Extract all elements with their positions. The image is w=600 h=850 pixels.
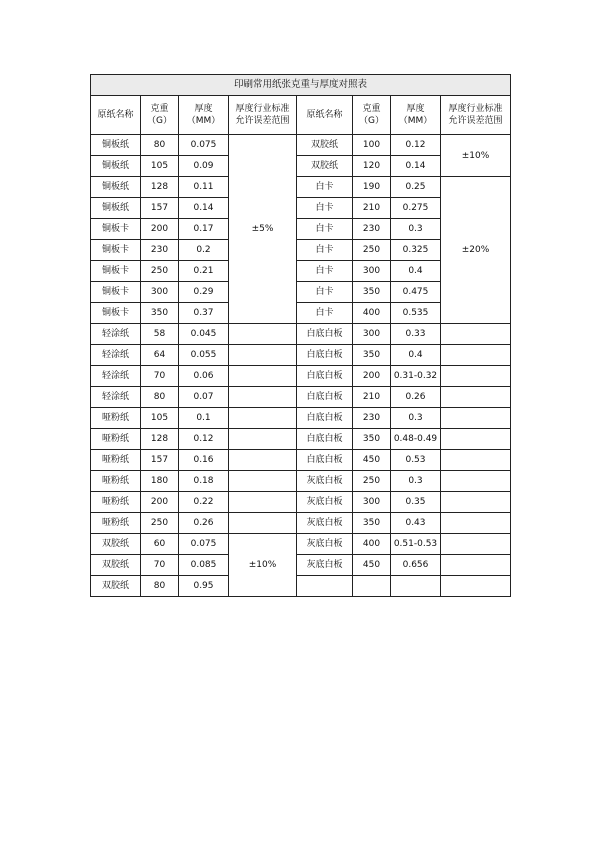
- table-row: [91, 345, 511, 366]
- right-paper-name: 白底白板: [297, 387, 353, 408]
- left-paper-name: 铜板纸: [91, 135, 141, 156]
- left-paper-name: 轻涂纸: [91, 324, 141, 345]
- left-tolerance-empty: [229, 387, 297, 408]
- left-paper-name: 双胶纸: [91, 534, 141, 555]
- right-paper-name: [297, 576, 353, 597]
- right-thickness: 0.35: [391, 492, 441, 513]
- right-thickness: 0.48-0.49: [391, 429, 441, 450]
- left-weight: 230: [141, 240, 179, 261]
- left-thickness: 0.37: [179, 303, 229, 324]
- left-thickness: 0.075: [179, 135, 229, 156]
- right-weight: 400: [353, 534, 391, 555]
- right-tolerance-empty: [441, 450, 511, 471]
- right-tolerance-empty: [441, 576, 511, 597]
- left-weight: 80: [141, 387, 179, 408]
- right-paper-name: 白底白板: [297, 366, 353, 387]
- left-thickness: 0.21: [179, 261, 229, 282]
- left-weight: 250: [141, 513, 179, 534]
- right-paper-name: 白底白板: [297, 345, 353, 366]
- left-weight: 58: [141, 324, 179, 345]
- left-weight: 250: [141, 261, 179, 282]
- right-paper-name: 白底白板: [297, 429, 353, 450]
- left-paper-name: 铜板卡: [91, 240, 141, 261]
- right-thickness: 0.51-0.53: [391, 534, 441, 555]
- left-paper-name: 双胶纸: [91, 555, 141, 576]
- right-paper-name: 白卡: [297, 240, 353, 261]
- right-paper-name: 白底白板: [297, 408, 353, 429]
- right-thickness: 0.4: [391, 345, 441, 366]
- left-weight: 157: [141, 450, 179, 471]
- right-weight: 350: [353, 429, 391, 450]
- left-weight: 60: [141, 534, 179, 555]
- right-weight: 210: [353, 387, 391, 408]
- left-thickness: 0.29: [179, 282, 229, 303]
- left-tolerance-group-2: ±10%: [229, 534, 297, 597]
- right-paper-name: 白底白板: [297, 450, 353, 471]
- right-tolerance-group-2: ±20%: [441, 177, 511, 324]
- left-paper-name: 铜板纸: [91, 156, 141, 177]
- left-weight: 350: [141, 303, 179, 324]
- left-weight: 180: [141, 471, 179, 492]
- right-paper-name: 白卡: [297, 303, 353, 324]
- right-paper-name: 白卡: [297, 219, 353, 240]
- left-tolerance-empty: [229, 408, 297, 429]
- left-weight: 70: [141, 555, 179, 576]
- left-paper-name: 哑粉纸: [91, 471, 141, 492]
- paper-weight-thickness-document: [90, 74, 510, 597]
- left-thickness: 0.95: [179, 576, 229, 597]
- left-weight: 128: [141, 177, 179, 198]
- right-weight: 250: [353, 471, 391, 492]
- right-tolerance-empty: [441, 324, 511, 345]
- right-weight: 300: [353, 324, 391, 345]
- right-weight: 400: [353, 303, 391, 324]
- right-thickness: 0.31-0.32: [391, 366, 441, 387]
- header-tolerance-left: 厚度行业标准 允许误差范围: [229, 96, 297, 135]
- right-paper-name: 白卡: [297, 198, 353, 219]
- right-thickness: 0.43: [391, 513, 441, 534]
- right-thickness: 0.53: [391, 450, 441, 471]
- left-weight: 105: [141, 408, 179, 429]
- right-weight: 230: [353, 408, 391, 429]
- left-tolerance-empty: [229, 345, 297, 366]
- right-thickness: 0.26: [391, 387, 441, 408]
- right-thickness: 0.25: [391, 177, 441, 198]
- right-paper-name: 白卡: [297, 261, 353, 282]
- right-tolerance-empty: [441, 534, 511, 555]
- header-paper-name-right: 原纸名称: [297, 96, 353, 135]
- right-thickness: 0.3: [391, 219, 441, 240]
- left-thickness: 0.18: [179, 471, 229, 492]
- right-thickness: 0.656: [391, 555, 441, 576]
- table-row: [91, 513, 511, 534]
- left-weight: 64: [141, 345, 179, 366]
- table-row: [91, 408, 511, 429]
- left-paper-name: 哑粉纸: [91, 492, 141, 513]
- right-weight: 120: [353, 156, 391, 177]
- right-thickness: 0.535: [391, 303, 441, 324]
- left-thickness: 0.09: [179, 156, 229, 177]
- right-paper-name: 白卡: [297, 177, 353, 198]
- right-paper-name: 灰底白板: [297, 555, 353, 576]
- right-thickness: 0.475: [391, 282, 441, 303]
- right-tolerance-empty: [441, 492, 511, 513]
- header-weight-left: 克重 （G）: [141, 96, 179, 135]
- right-weight: 250: [353, 240, 391, 261]
- left-paper-name: 铜板卡: [91, 219, 141, 240]
- left-weight: 157: [141, 198, 179, 219]
- right-weight: 450: [353, 450, 391, 471]
- left-thickness: 0.07: [179, 387, 229, 408]
- right-thickness: 0.12: [391, 135, 441, 156]
- left-weight: 80: [141, 135, 179, 156]
- right-paper-name: 灰底白板: [297, 513, 353, 534]
- left-paper-name: 轻涂纸: [91, 366, 141, 387]
- left-weight: 200: [141, 492, 179, 513]
- left-paper-name: 轻涂纸: [91, 345, 141, 366]
- right-tolerance-empty: [441, 429, 511, 450]
- left-weight: 300: [141, 282, 179, 303]
- left-tolerance-empty: [229, 492, 297, 513]
- left-weight: 80: [141, 576, 179, 597]
- right-paper-name: 灰底白板: [297, 492, 353, 513]
- right-thickness: 0.14: [391, 156, 441, 177]
- right-tolerance-group-1: ±10%: [441, 135, 511, 177]
- left-paper-name: 铜板卡: [91, 261, 141, 282]
- table-row: [91, 555, 511, 576]
- right-weight: 190: [353, 177, 391, 198]
- left-paper-name: 双胶纸: [91, 576, 141, 597]
- table-row: [91, 471, 511, 492]
- right-weight: [353, 576, 391, 597]
- left-thickness: 0.045: [179, 324, 229, 345]
- right-tolerance-empty: [441, 408, 511, 429]
- left-weight: 200: [141, 219, 179, 240]
- right-thickness: 0.4: [391, 261, 441, 282]
- right-tolerance-empty: [441, 555, 511, 576]
- right-weight: 210: [353, 198, 391, 219]
- left-tolerance-empty: [229, 513, 297, 534]
- left-thickness: 0.085: [179, 555, 229, 576]
- right-paper-name: 白底白板: [297, 324, 353, 345]
- header-paper-name-left: 原纸名称: [91, 96, 141, 135]
- table-row: [91, 387, 511, 408]
- right-thickness: 0.275: [391, 198, 441, 219]
- right-tolerance-empty: [441, 366, 511, 387]
- left-weight: 128: [141, 429, 179, 450]
- right-tolerance-empty: [441, 471, 511, 492]
- table-title: 印刷常用纸张克重与厚度对照表: [91, 75, 511, 96]
- left-thickness: 0.055: [179, 345, 229, 366]
- table-row: [91, 429, 511, 450]
- left-tolerance-empty: [229, 324, 297, 345]
- header-thickness-left: 厚度 （MM）: [179, 96, 229, 135]
- left-paper-name: 铜板纸: [91, 177, 141, 198]
- right-weight: 350: [353, 282, 391, 303]
- right-weight: 350: [353, 345, 391, 366]
- right-thickness: [391, 576, 441, 597]
- left-weight: 105: [141, 156, 179, 177]
- right-thickness: 0.3: [391, 408, 441, 429]
- left-paper-name: 哑粉纸: [91, 408, 141, 429]
- left-thickness: 0.1: [179, 408, 229, 429]
- left-weight: 70: [141, 366, 179, 387]
- right-weight: 230: [353, 219, 391, 240]
- left-paper-name: 铜板卡: [91, 303, 141, 324]
- right-thickness: 0.33: [391, 324, 441, 345]
- left-paper-name: 哑粉纸: [91, 450, 141, 471]
- left-thickness: 0.11: [179, 177, 229, 198]
- table-row: [91, 135, 511, 156]
- header-thickness-right: 厚度 （MM）: [391, 96, 441, 135]
- right-paper-name: 双胶纸: [297, 156, 353, 177]
- left-thickness: 0.2: [179, 240, 229, 261]
- right-paper-name: 灰底白板: [297, 471, 353, 492]
- left-paper-name: 铜板纸: [91, 198, 141, 219]
- right-tolerance-empty: [441, 387, 511, 408]
- right-paper-name: 白卡: [297, 282, 353, 303]
- header-weight-right: 克重 （G）: [353, 96, 391, 135]
- table-row: [91, 324, 511, 345]
- right-tolerance-empty: [441, 345, 511, 366]
- table-row: [91, 492, 511, 513]
- right-weight: 450: [353, 555, 391, 576]
- left-thickness: 0.17: [179, 219, 229, 240]
- right-weight: 350: [353, 513, 391, 534]
- left-thickness: 0.22: [179, 492, 229, 513]
- left-paper-name: 铜板卡: [91, 282, 141, 303]
- header-row: [91, 96, 511, 135]
- right-weight: 100: [353, 135, 391, 156]
- right-paper-name: 灰底白板: [297, 534, 353, 555]
- right-paper-name: 双胶纸: [297, 135, 353, 156]
- table-row: [91, 534, 511, 555]
- left-paper-name: 轻涂纸: [91, 387, 141, 408]
- left-tolerance-empty: [229, 471, 297, 492]
- table-row: [91, 177, 511, 198]
- left-thickness: 0.06: [179, 366, 229, 387]
- left-paper-name: 哑粉纸: [91, 513, 141, 534]
- right-thickness: 0.325: [391, 240, 441, 261]
- table-row: [91, 576, 511, 597]
- table-row: [91, 450, 511, 471]
- right-tolerance-empty: [441, 513, 511, 534]
- left-tolerance-empty: [229, 366, 297, 387]
- left-thickness: 0.12: [179, 429, 229, 450]
- left-tolerance-empty: [229, 429, 297, 450]
- right-weight: 200: [353, 366, 391, 387]
- right-thickness: 0.3: [391, 471, 441, 492]
- left-thickness: 0.26: [179, 513, 229, 534]
- left-thickness: 0.16: [179, 450, 229, 471]
- left-tolerance-empty: [229, 450, 297, 471]
- left-tolerance-group-1: ±5%: [229, 135, 297, 324]
- right-weight: 300: [353, 261, 391, 282]
- right-weight: 300: [353, 492, 391, 513]
- table-row: [91, 366, 511, 387]
- left-thickness: 0.14: [179, 198, 229, 219]
- header-tolerance-right: 厚度行业标准 允许误差范围: [441, 96, 511, 135]
- left-thickness: 0.075: [179, 534, 229, 555]
- left-paper-name: 哑粉纸: [91, 429, 141, 450]
- paper-weight-thickness-table: [90, 74, 511, 597]
